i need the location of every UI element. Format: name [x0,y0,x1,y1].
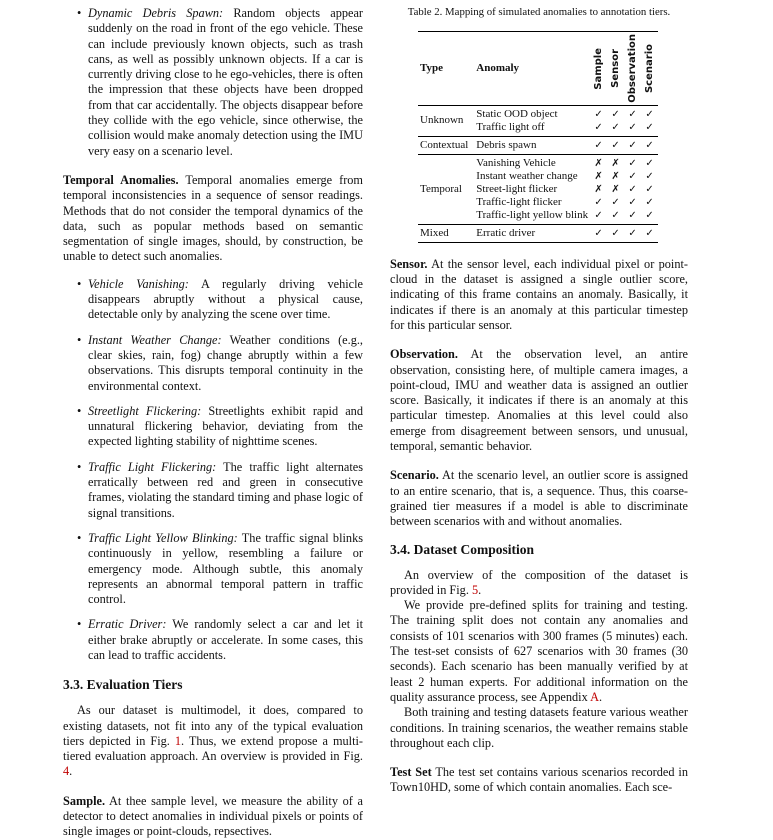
type-cell: Temporal [418,154,474,224]
tier-mark: ✓ [594,209,603,221]
bullet-text: We randomly select a car and let it either brake abruptly or accelerate. In some cases, this can lead to traffic accidents. [88,617,363,662]
tier-mark: ✓ [624,154,641,170]
paragraph-heading: Sample. [63,793,106,808]
paragraph-text: We provide pre-defined splits for training and testing. The training split does not contain any anomalies and consists of 101 scenarios with 300 frames (5 minutes) each. The test-set consists of 627 scenarios with 30 frames (30 seconds). Each scenario has been manually verified by at least 2 human experts. For additional information on the quality assurance process, see Appendix [390,598,688,704]
tier-mark: ✓ [594,196,603,208]
tier-label: Sensor [610,48,622,88]
left-column [63,6,363,840]
testset-paragraph [390,765,688,796]
table-row [418,154,658,170]
paragraph-heading: Scenario. [390,468,439,483]
tier-mark: ✓ [641,136,658,154]
table-header-row [418,32,658,106]
figure-link[interactable]: 4 [63,764,70,779]
bullet-text: The traffic signal blinks continuously in yellow, resembling a failure or emergency mode. Although subtle, this anomaly represents an abnormal temporal pattern in traffic control. [88,530,363,607]
tier-mark: ✓ [594,108,603,120]
sample-paragraph [63,794,363,840]
list-item [63,333,363,394]
anomaly-cell: Traffic-light yellow blink [476,208,589,221]
paragraph-heading: Temporal Anomalies. [63,172,179,187]
bullet-icon: • [77,276,82,291]
paragraph-text: The test set contains various scenarios recorded in Town10HD, some of which contain anomalies. Each sce- [390,765,688,795]
tier-mark: ✗ [611,183,620,195]
right-column [390,6,688,796]
figure-link[interactable]: 1 [174,733,181,748]
paragraph-text: At the observation level, an antire observation, consisting here, of multiple camera images, a point-cloud, IMU and weather data is assigned an outlier score. Basically, it indicates if there is an anomaly at this particular timestep. Anomalies at this level could also emerge from disagreement between sensors, und unusual, temporal, semantic behavior. [390,347,688,454]
tier-mark: ✗ [611,170,620,182]
tier-mapping-table [418,31,658,243]
bullet-text: The traffic light alternates erratically between red and green in consecutive frames, violating the standard timing and phase logic of signal transitions. [88,459,363,520]
list-item [63,617,363,663]
tier-mark: ✓ [590,136,607,154]
tier-mark: ✗ [594,170,603,182]
anomaly-cell: Debris spawn [474,136,590,154]
header-anomaly: Anomaly [474,32,590,106]
paragraph-heading: Sensor. [390,256,428,271]
paragraph-text: At thee sample level, we measure the ability of a detector to detect anomalies in individual pixels or points of single images or point-clouds, repsectives. [63,793,363,839]
eval-paragraph [63,703,363,779]
anomaly-cell: Instant weather change [476,169,578,182]
tier-mark: ✓ [611,108,620,120]
paragraph-text: . Thus, we extend propose a multi-tiered evaluation approach. An overview is provided in Fig. [63,733,363,764]
composition-paragraph [390,568,688,599]
tier-label: Observation [627,34,639,103]
bullet-term: Vehicle Vanishing: [88,276,189,291]
table-body [418,32,658,243]
bullet-list-spatial [63,6,363,159]
tier-mark: ✓ [611,209,620,221]
tier-mark: ✓ [645,183,654,195]
bullet-icon: • [77,530,82,545]
observation-paragraph [390,347,688,454]
bullet-text: Weather conditions (e.g., clear skies, rain, fog) change abruptly within a few observations. This disrupts temporal continuity in the environmental context. [88,332,363,393]
list-item [63,460,363,521]
header-tier [590,32,607,106]
paragraph-text: An overview of the composition of the dataset is provided in Fig. [390,567,688,597]
tier-mark: ✓ [645,196,654,208]
table-row [418,136,658,154]
tier-mark: ✓ [641,154,658,170]
section-heading: 3.4. Dataset Composition [390,541,534,557]
paragraph-text: . [599,689,603,704]
appendix-link[interactable]: A [590,689,600,704]
temporal-paragraph [63,173,363,265]
anomaly-cell: Traffic light off [476,120,545,133]
list-item [63,277,363,323]
list-item [63,404,363,450]
figure-link[interactable]: 5 [471,582,479,597]
bullet-term: Traffic Light Yellow Blinking: [88,530,238,545]
table-caption: Table 2. Mapping of simulated anomalies to annotation tiers. [407,6,671,18]
tier-mark: ✓ [590,224,607,242]
bullet-term: Instant Weather Change: [88,332,222,347]
bullet-term: Streetlight Flickering: [88,403,202,418]
bullet-term: Traffic Light Flickering: [88,459,217,474]
tier-mark: ✓ [645,170,654,182]
table-row [418,105,658,121]
bullet-icon: • [77,459,82,474]
tier-mark: ✓ [628,196,637,208]
tier-mark: ✓ [628,170,637,182]
paragraph-text: At the scenario level, an outlier score is assigned to an entire scenario, that is, a sequence. Thus, this coarse-grained tier measures if a model is able to discriminate between scenarios with and without anomalies. [390,468,688,529]
bullet-term: Dynamic Debris Spawn: [88,6,224,20]
paragraph-text: Temporal anomalies emerge from temporal inconsistencies in a sequence of sensor readings. Methods that do not consider the temporal dynamics of the data, such as popular methods based on semantic segmentation of single images, should, by construction, be unable to detect such anomalies. [63,172,364,264]
tier-mark: ✓ [628,209,637,221]
anomaly-cell: Traffic-light flicker [476,195,562,208]
header-tier [624,32,641,106]
list-item [63,531,363,607]
paragraph-text: At the sensor level, each individual pixel or point-cloud in the dataset is assigned a single outlier score, indicating of this frame contains an anomaly. Basically, it indicates if there is an anomaly at this particular timestep for this particular sensor. [390,256,688,332]
section-heading: 3.3. Evaluation Tiers [63,677,183,693]
tier-mark: ✓ [624,224,641,242]
bullet-icon: • [77,403,82,418]
anomaly-cell: Street-light flicker [476,182,558,195]
tier-mark: ✓ [645,108,654,120]
anomaly-cell: Erratic driver [474,224,590,242]
tier-mark: ✓ [594,121,603,133]
bullet-icon: • [77,6,82,20]
tier-mark: ✓ [607,224,624,242]
tier-mark: ✓ [628,183,637,195]
tier-mark: ✓ [645,121,654,133]
paragraph-heading: Test Set [390,765,432,780]
tier-mark: ✗ [590,154,607,170]
tier-label: Scenario [644,43,656,93]
tier-mark: ✓ [624,136,641,154]
tier-mark: ✓ [611,196,620,208]
tier-mark: ✓ [628,121,637,133]
paragraph-heading: Observation. [390,347,458,362]
bullet-text: A regularly driving vehicle disappears abruptly without a physical cause, detectable only by analyzing the scene over time. [88,276,363,322]
paragraph-text: As our dataset is multimodel, it does, compared to existing datasets, not fit into any of the typical evaluation tiers depicted in Fig. [63,703,363,748]
header-tier [607,32,624,106]
list-item [63,6,363,159]
bullet-icon: • [77,617,82,632]
tier-label: Sample [593,47,605,90]
anomaly-cell: Vanishing Vehicle [474,154,590,170]
tier-mark: ✗ [607,154,624,170]
bullet-text: Streetlights exhibit rapid and unnatural flickering behavior, deviating from the expected lighting stability of nighttime scenes. [88,403,363,449]
paragraph-text: . [69,764,73,779]
bullet-list-temporal [63,277,363,664]
bullet-icon: • [77,332,82,347]
splits-paragraph [390,598,688,705]
type-cell: Mixed [418,224,474,242]
table-row [418,224,658,242]
weather-paragraph: Both training and testing datasets feature various weather conditions. In training scenarios, the weather remains stable throughout each clip. [390,705,688,750]
bullet-term: Erratic Driver: [88,617,167,632]
tier-mark: ✓ [607,136,624,154]
sensor-paragraph [390,257,688,333]
tier-mark: ✓ [628,108,637,120]
type-cell: Unknown [420,114,464,127]
type-cell: Contextual [418,136,474,154]
header-type: Type [418,32,474,106]
anomaly-cell: Static OOD object [476,107,558,120]
header-tier [641,32,658,106]
tier-mark: ✓ [611,121,620,133]
scenario-paragraph [390,468,688,529]
bullet-text: Random objects appear suddenly on the road in front of the ego vehicle. These can include previously known objects, such as trash cans, as well as possibly unknown objects. If a car is currently driving close to he ego-vehicles, there is often the impression that these objects have been dropped from that car accidentally. The objects disappear before they collide with the ego vehicle, since otherwise, the collision would make anomaly detection using the IMU very easy on a scenario level. [88,6,364,158]
paragraph-text: . [478,582,482,597]
tier-mark: ✓ [641,224,658,242]
tier-mark: ✓ [645,209,654,221]
tier-mark: ✗ [594,183,603,195]
